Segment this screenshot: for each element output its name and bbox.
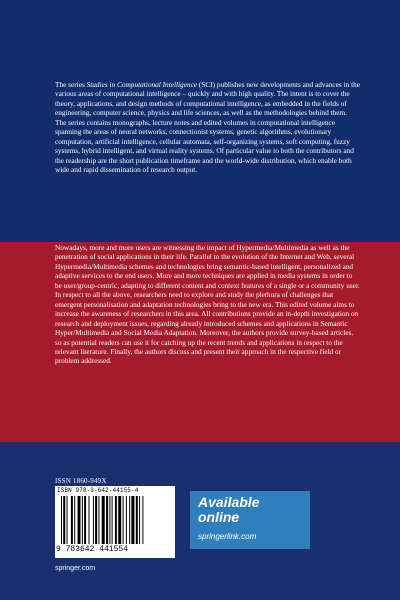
available-online-badge[interactable] [190,491,310,549]
series-intro: The series [55,80,87,89]
springerlink-link[interactable]: springerlink.com [198,532,257,541]
series-name: Studies in Computational Intelligence [86,80,198,89]
barcode-digits: 9 783642 441554 [56,545,129,554]
publisher-url[interactable]: springer.com [55,565,96,572]
online-line: online [198,509,240,525]
isbn-label: ISBN 978-3-642-44155-4 [57,487,139,494]
issn-label: ISSN 1860-949X [55,477,107,485]
available-line: Available [198,494,260,510]
barcode-bars [61,496,169,544]
series-description [55,80,360,175]
available-online-title [198,495,259,525]
series-rest: (SCI) publishes new developments and advances in the various areas of computational intelligence – quickly and with high quality. The intent is to cover the theory, applications, and design methods of computational intelligence, as embedded in the fields of engineering, computer science, physics and life sciences, as well as the methodologies behind them. The series contains monographs, lecture notes and edited volumes in computational intelligence spanning the areas of neural networks, connectionist systems, genetic algorithms, evolutionary computation, artificial intelligence, cellular automata, self-organizing systems, soft computing, fuzzy systems, hybrid intelligent, and virtual reality systems. Of particular value to both the contributors and the readership are the short publication timeframe and the world-wide distribution, which enable both wide and rapid dissemination of research output. [55,80,360,175]
barcode-panel [55,486,175,558]
book-blurb: Nowadays, more and more users are witnessing the impact of Hypermedia/Multimedia as well as the penetration of social applications in their life. Parallel to the evolution of the Internet and Web, several Hypermedia/Multimedia schemes and technologies bring semantic-based intelligent, personalized and adaptive services to the end users. More and more techniques are applied in media systems in order to be user/group-centric, adapting to different content and context features of a single or a community user. In respect to all the above, researchers need to explore and study the plethora of challenges that emergent personalisation and adaptation technologies bring to the new era. This edited volume aims to increase the awareness of researchers in this area. All contributions provide an in-depth investigation on research and deployment issues, regarding already introduced schemes and applications in Semantic Hyper/Multimedia and Social Media Adaptation. Moreover, the authors provide survey-based articles, so as potential readers can use it for catching up the recent trends and applications in respect to the relevant literature. Finally, the authors discuss and present their approach in the respective field or problem addressed. [55,243,360,366]
